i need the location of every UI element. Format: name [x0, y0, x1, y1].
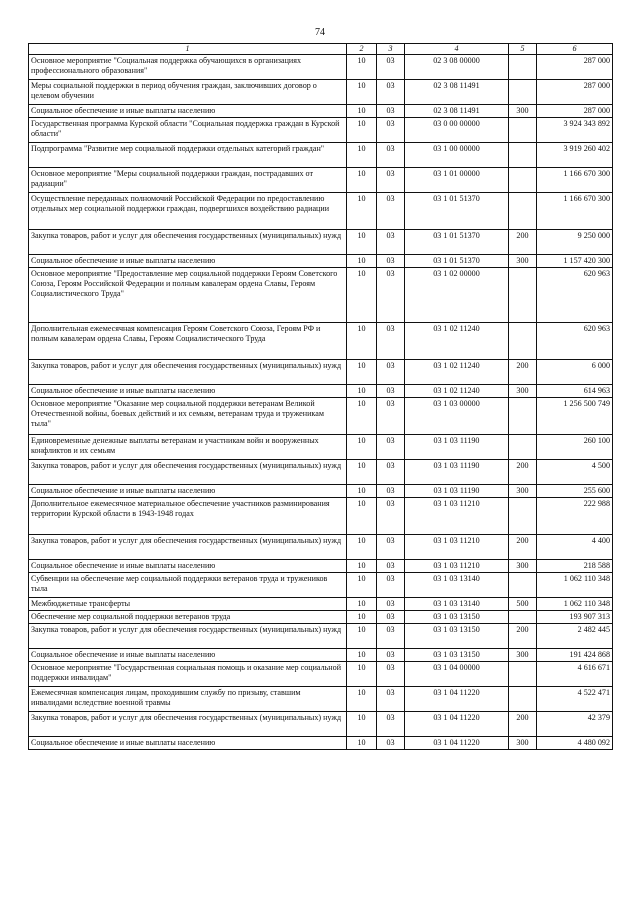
row-target-article: 03 1 03 11210: [405, 497, 509, 534]
row-expense-type: [509, 79, 537, 104]
row-name: Основное мероприятие "Государственная социальная помощь и оказание мер социальной поддержки инвалидам": [29, 661, 347, 686]
row-section: 10: [347, 104, 377, 117]
row-amount: 2 482 445: [537, 623, 613, 648]
row-amount: 4 400: [537, 534, 613, 559]
row-expense-type: [509, 434, 537, 459]
row-expense-type: 200: [509, 459, 537, 484]
row-name: Закупка товаров, работ и услуг для обеспечения государственных (муниципальных) нужд: [29, 459, 347, 484]
row-section: 10: [347, 267, 377, 322]
row-name: Обеспечение мер социальной поддержки ветеранов труда: [29, 610, 347, 623]
table-row: [29, 661, 613, 686]
row-subsection: 03: [377, 661, 405, 686]
row-name: Дополнительная ежемесячная компенсация Героям Советского Союза, Героям РФ и полным кавалерам ордена Славы, Героям Социалистического Труда: [29, 322, 347, 359]
row-amount: 1 157 420 300: [537, 254, 613, 267]
row-expense-type: 200: [509, 229, 537, 254]
row-amount: 42 379: [537, 711, 613, 736]
row-target-article: 03 1 03 11210: [405, 559, 509, 572]
row-section: 10: [347, 648, 377, 661]
row-amount: 255 600: [537, 484, 613, 497]
table-row: [29, 597, 613, 610]
table-row: [29, 534, 613, 559]
row-expense-type: [509, 192, 537, 229]
row-name: Социальное обеспечение и иные выплаты населению: [29, 104, 347, 117]
budget-table: [28, 43, 613, 750]
row-expense-type: 300: [509, 559, 537, 572]
column-header-section: 2: [347, 44, 377, 55]
table-row: [29, 711, 613, 736]
row-target-article: 03 1 03 13150: [405, 648, 509, 661]
row-target-article: 03 1 02 11240: [405, 384, 509, 397]
row-subsection: 03: [377, 79, 405, 104]
row-amount: 287 000: [537, 79, 613, 104]
row-expense-type: [509, 610, 537, 623]
row-amount: 3 924 343 892: [537, 117, 613, 142]
row-amount: 1 062 110 348: [537, 597, 613, 610]
column-header-target-article: 4: [405, 44, 509, 55]
row-section: 10: [347, 54, 377, 79]
row-expense-type: 300: [509, 648, 537, 661]
row-target-article: 02 3 08 11491: [405, 104, 509, 117]
row-name: Социальное обеспечение и иные выплаты населению: [29, 559, 347, 572]
row-subsection: 03: [377, 559, 405, 572]
column-header-amount: 6: [537, 44, 613, 55]
row-subsection: 03: [377, 434, 405, 459]
row-subsection: 03: [377, 359, 405, 384]
row-target-article: 03 1 02 00000: [405, 267, 509, 322]
row-target-article: 03 1 00 00000: [405, 142, 509, 167]
row-amount: 222 988: [537, 497, 613, 534]
row-section: 10: [347, 736, 377, 749]
row-name: Основное мероприятие "Социальная поддержка обучающихся в организациях профессионального образования": [29, 54, 347, 79]
row-expense-type: [509, 322, 537, 359]
row-name: Государственная программа Курской области "Социальная поддержка граждан в Курской области": [29, 117, 347, 142]
row-amount: 620 963: [537, 322, 613, 359]
row-amount: 1 062 110 348: [537, 572, 613, 597]
row-expense-type: [509, 167, 537, 192]
table-row: [29, 117, 613, 142]
row-name: Социальное обеспечение и иные выплаты населению: [29, 484, 347, 497]
row-expense-type: 300: [509, 104, 537, 117]
row-target-article: 03 1 03 11190: [405, 459, 509, 484]
row-expense-type: [509, 54, 537, 79]
row-amount: 287 000: [537, 54, 613, 79]
row-target-article: 03 1 01 51370: [405, 229, 509, 254]
row-expense-type: [509, 117, 537, 142]
row-amount: 4 500: [537, 459, 613, 484]
row-name: Меры социальной поддержки в период обучения граждан, заключивших договор о целевом обучении: [29, 79, 347, 104]
row-subsection: 03: [377, 686, 405, 711]
row-section: 10: [347, 359, 377, 384]
row-target-article: 03 1 03 11190: [405, 484, 509, 497]
row-section: 10: [347, 79, 377, 104]
row-target-article: 03 1 04 00000: [405, 661, 509, 686]
row-subsection: 03: [377, 322, 405, 359]
table-row: [29, 142, 613, 167]
row-target-article: 03 1 04 11220: [405, 711, 509, 736]
row-name: Межбюджетные трансферты: [29, 597, 347, 610]
column-header-subsection: 3: [377, 44, 405, 55]
row-target-article: 03 1 04 11220: [405, 686, 509, 711]
row-subsection: 03: [377, 736, 405, 749]
table-row: [29, 484, 613, 497]
row-target-article: 03 1 03 13150: [405, 623, 509, 648]
row-name: Закупка товаров, работ и услуг для обеспечения государственных (муниципальных) нужд: [29, 229, 347, 254]
row-subsection: 03: [377, 254, 405, 267]
row-name: Единовременные денежные выплаты ветеранам и участникам войн и вооруженных конфликтов и их семьям: [29, 434, 347, 459]
row-expense-type: 200: [509, 623, 537, 648]
row-target-article: 03 1 02 11240: [405, 359, 509, 384]
row-expense-type: 200: [509, 359, 537, 384]
row-target-article: 03 1 03 11190: [405, 434, 509, 459]
table-header-row: [29, 44, 613, 55]
row-section: 10: [347, 254, 377, 267]
row-section: 10: [347, 610, 377, 623]
row-section: 10: [347, 322, 377, 359]
row-expense-type: [509, 397, 537, 434]
row-amount: 4 480 092: [537, 736, 613, 749]
table-row: [29, 559, 613, 572]
row-expense-type: 500: [509, 597, 537, 610]
table-row: [29, 322, 613, 359]
table-row: [29, 192, 613, 229]
table-row: [29, 267, 613, 322]
row-section: 10: [347, 484, 377, 497]
row-target-article: 02 3 08 00000: [405, 54, 509, 79]
row-amount: 260 100: [537, 434, 613, 459]
table-row: [29, 434, 613, 459]
page-number: 74: [315, 27, 325, 38]
table-row: [29, 497, 613, 534]
row-section: 10: [347, 142, 377, 167]
table-row: [29, 229, 613, 254]
row-target-article: 03 0 00 00000: [405, 117, 509, 142]
row-target-article: 03 1 03 13140: [405, 572, 509, 597]
row-subsection: 03: [377, 384, 405, 397]
table-row: [29, 610, 613, 623]
table-body: [29, 54, 613, 749]
row-amount: 6 000: [537, 359, 613, 384]
row-section: 10: [347, 434, 377, 459]
row-expense-type: [509, 497, 537, 534]
row-name: Социальное обеспечение и иные выплаты населению: [29, 254, 347, 267]
row-name: Основное мероприятие "Оказание мер социальной поддержки ветеранам Великой Отечественной войны, боевых действий и их семьям, ветеранам труда и труженикам тыла": [29, 397, 347, 434]
table-row: [29, 686, 613, 711]
row-target-article: 03 1 01 00000: [405, 167, 509, 192]
row-amount: 4 616 671: [537, 661, 613, 686]
row-amount: 1 166 670 300: [537, 167, 613, 192]
row-amount: 1 166 670 300: [537, 192, 613, 229]
row-subsection: 03: [377, 104, 405, 117]
table-row: [29, 397, 613, 434]
row-section: 10: [347, 459, 377, 484]
row-subsection: 03: [377, 167, 405, 192]
row-subsection: 03: [377, 534, 405, 559]
column-header-expense-type: 5: [509, 44, 537, 55]
row-target-article: 03 1 03 11210: [405, 534, 509, 559]
row-name: Основное мероприятие "Предоставление мер социальной поддержки Героям Советского Союза, Героям Российской Федерации и полным кавалерам ордена Славы, Героям Социалистического Труда": [29, 267, 347, 322]
row-target-article: 03 1 02 11240: [405, 322, 509, 359]
row-subsection: 03: [377, 397, 405, 434]
row-target-article: 03 1 01 51370: [405, 192, 509, 229]
table-row: [29, 736, 613, 749]
table-row: [29, 167, 613, 192]
row-section: 10: [347, 117, 377, 142]
row-subsection: 03: [377, 229, 405, 254]
row-subsection: 03: [377, 623, 405, 648]
row-name: Осуществление переданных полномочий Российской Федерации по предоставлению отдельных мер социальной поддержки граждан, подвергшихся воздействию радиации: [29, 192, 347, 229]
row-subsection: 03: [377, 117, 405, 142]
row-subsection: 03: [377, 142, 405, 167]
row-name: Подпрограмма "Развитие мер социальной поддержки отдельных категорий граждан": [29, 142, 347, 167]
row-section: 10: [347, 597, 377, 610]
row-amount: 1 256 500 749: [537, 397, 613, 434]
row-expense-type: 200: [509, 711, 537, 736]
row-subsection: 03: [377, 54, 405, 79]
row-section: 10: [347, 229, 377, 254]
row-amount: 4 522 471: [537, 686, 613, 711]
row-name: Закупка товаров, работ и услуг для обеспечения государственных (муниципальных) нужд: [29, 623, 347, 648]
row-amount: 287 000: [537, 104, 613, 117]
row-amount: 191 424 868: [537, 648, 613, 661]
row-name: Дополнительное ежемесячное материальное обеспечение участников разминирования территории Курской области в 1943-1948 годах: [29, 497, 347, 534]
row-expense-type: 300: [509, 384, 537, 397]
row-expense-type: [509, 142, 537, 167]
row-expense-type: 200: [509, 534, 537, 559]
table-row: [29, 384, 613, 397]
row-subsection: 03: [377, 572, 405, 597]
row-subsection: 03: [377, 711, 405, 736]
row-expense-type: [509, 661, 537, 686]
row-amount: 9 250 000: [537, 229, 613, 254]
row-name: Социальное обеспечение и иные выплаты населению: [29, 736, 347, 749]
row-amount: 614 963: [537, 384, 613, 397]
row-section: 10: [347, 559, 377, 572]
row-name: Закупка товаров, работ и услуг для обеспечения государственных (муниципальных) нужд: [29, 534, 347, 559]
row-expense-type: [509, 572, 537, 597]
row-subsection: 03: [377, 497, 405, 534]
row-amount: 218 588: [537, 559, 613, 572]
row-subsection: 03: [377, 597, 405, 610]
table-row: [29, 79, 613, 104]
row-expense-type: 300: [509, 484, 537, 497]
row-subsection: 03: [377, 484, 405, 497]
table-row: [29, 572, 613, 597]
row-target-article: 03 1 03 13140: [405, 597, 509, 610]
row-target-article: 02 3 08 11491: [405, 79, 509, 104]
row-amount: 620 963: [537, 267, 613, 322]
row-target-article: 03 1 03 00000: [405, 397, 509, 434]
row-target-article: 03 1 01 51370: [405, 254, 509, 267]
row-subsection: 03: [377, 459, 405, 484]
table-row: [29, 104, 613, 117]
row-section: 10: [347, 711, 377, 736]
row-amount: 3 919 260 402: [537, 142, 613, 167]
row-section: 10: [347, 167, 377, 192]
row-name: Социальное обеспечение и иные выплаты населению: [29, 648, 347, 661]
row-section: 10: [347, 686, 377, 711]
row-section: 10: [347, 572, 377, 597]
row-subsection: 03: [377, 610, 405, 623]
row-section: 10: [347, 497, 377, 534]
row-target-article: 03 1 03 13150: [405, 610, 509, 623]
row-name: Закупка товаров, работ и услуг для обеспечения государственных (муниципальных) нужд: [29, 711, 347, 736]
row-expense-type: [509, 686, 537, 711]
row-section: 10: [347, 397, 377, 434]
row-section: 10: [347, 384, 377, 397]
row-amount: 193 907 313: [537, 610, 613, 623]
row-expense-type: [509, 267, 537, 322]
row-section: 10: [347, 623, 377, 648]
table-row: [29, 54, 613, 79]
row-name: Субвенции на обеспечение мер социальной поддержки ветеранов труда и тружеников тыла: [29, 572, 347, 597]
table-row: [29, 359, 613, 384]
row-name: Социальное обеспечение и иные выплаты населению: [29, 384, 347, 397]
row-section: 10: [347, 534, 377, 559]
row-expense-type: 300: [509, 736, 537, 749]
table-row: [29, 623, 613, 648]
row-name: Закупка товаров, работ и услуг для обеспечения государственных (муниципальных) нужд: [29, 359, 347, 384]
row-subsection: 03: [377, 267, 405, 322]
row-subsection: 03: [377, 648, 405, 661]
row-subsection: 03: [377, 192, 405, 229]
row-target-article: 03 1 04 11220: [405, 736, 509, 749]
table-row: [29, 648, 613, 661]
table-row: [29, 459, 613, 484]
row-section: 10: [347, 192, 377, 229]
row-expense-type: 300: [509, 254, 537, 267]
row-section: 10: [347, 661, 377, 686]
row-name: Ежемесячная компенсация лицам, проходившим службу по призыву, ставшим инвалидами вследствие военной травмы: [29, 686, 347, 711]
row-name: Основное мероприятие "Меры социальной поддержки граждан, пострадавших от радиации": [29, 167, 347, 192]
table-row: [29, 254, 613, 267]
column-header-name: 1: [29, 44, 347, 55]
